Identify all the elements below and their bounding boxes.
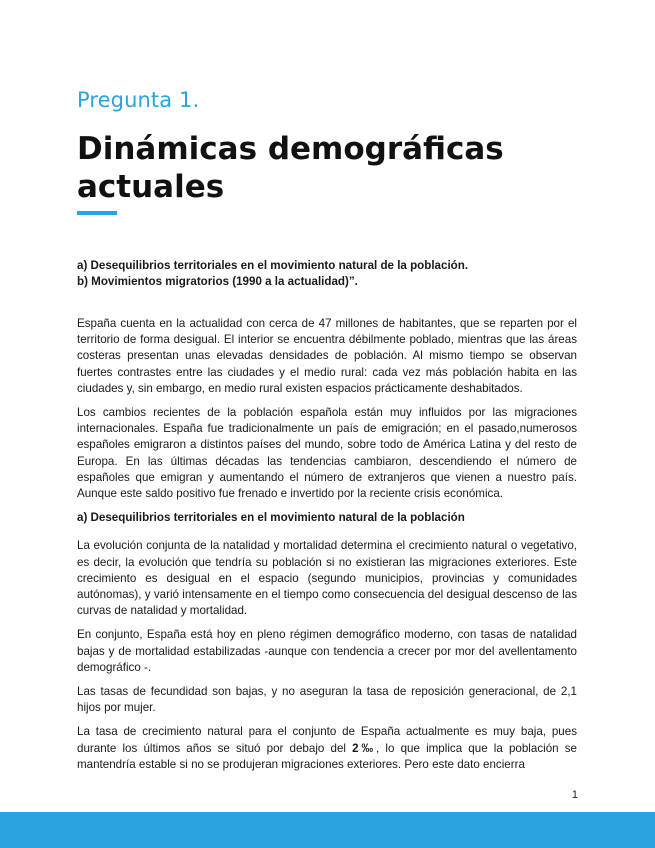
growth-rate-value: 2‰: [352, 741, 377, 755]
topic-list: [77, 258, 577, 290]
section-subheading: a) Desequilibrios territoriales en el movimiento natural de la población: [77, 511, 465, 525]
page-title: Dinámicas demográficas actuales: [77, 131, 504, 205]
topic-b: b) Movimientos migratorios (1990 a la actualidad)”.: [77, 275, 358, 288]
paragraph-migrations: Los cambios recientes de la población española están muy influidos por las migraciones internacionales. España fue tradicionalmente un país de emigración; en el pasado,numerosos españoles emigraron a distintos países del mundo, sobre todo de América Latina y del resto de Europa. En las últimas décadas las tendencias cambiaron, descendiendo el número de españoles que emigran y aumentando el número de extranjeros que vienen a nuestro país. Aunque este saldo positivo fue frenado e invertido por la reciente crisis económica.: [77, 406, 577, 501]
topic-a: a) Desequilibrios territoriales en el movimiento natural de la población.: [77, 259, 469, 272]
question-label: Pregunta 1.: [77, 88, 200, 112]
paragraph-natural-growth: La evolución conjunta de la natalidad y mortalidad determina el crecimiento natural o vegetativo, es decir, la evolución que tendría su población si no existieran las migraciones exteriores. Este crecimiento es desigual en el espacio (segundo municipios, provincias y comunidades autónomas), y varió intensamente en el tiempo como consecuencia del desigual descenso de las curvas de natalidad y mortalidad.: [77, 539, 577, 618]
paragraph-fertility: Las tasas de fecundidad son bajas, y no aseguran la tasa de reposición generacional, de 2,1 hijos por mujer.: [77, 685, 577, 715]
page-number: 1: [571, 789, 578, 801]
footer-bar: [0, 812, 655, 848]
paragraph-growth-rate: [77, 724, 577, 773]
title-accent-rule: [77, 211, 117, 215]
paragraph-demographic-regime: En conjunto, España está hoy en pleno régimen demográfico moderno, con tasas de natalidad bajas y de mortalidad estabilizadas -aunque con tendencia a crecer por mor del avellentamento demográfico -.: [77, 628, 577, 674]
growth-rate-text-end: , lo que implica que la población se mantendría estable si no se produjeran migraciones exteriores. Pero este dato encierra: [77, 741, 577, 771]
growth-rate-text-start: La tasa de crecimiento natural para el conjunto de España actualmente es muy baja, pues durante los últimos años se situó por debajo del: [77, 725, 577, 755]
document-body: [77, 258, 577, 781]
paragraph-population-distribution: España cuenta en la actualidad con cerca de 47 millones de habitantes, que se reparten por el territorio de forma desigual. El interior se encuentra débilmente poblado, mientras que las áreas costeras presentan unas elevadas densidades de población. Al mismo tiempo se observan fuertes contrastes entre las ciudades y el medio rural: cada vez más población habita en las ciudades y, sin embargo, en medio rural existen espacios prácticamente deshabitados.: [77, 317, 577, 395]
